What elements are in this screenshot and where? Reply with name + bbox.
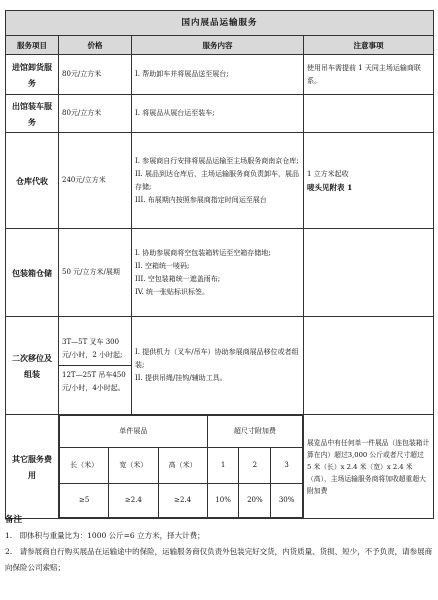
service-content [132,133,304,229]
fee-2: 20% [239,484,271,518]
level-2: 2 [239,448,271,484]
dim-width: 宽（米） [109,448,158,484]
header-notes: 注意事项 [304,36,434,55]
service-name: 进馆卸货服务 [6,55,59,95]
content-line: IV. 统一张贴标识标签。 [135,287,210,296]
service-content: I. 帮助卸车并将展品送至展台; [132,55,304,95]
note-2: 2. 请参展商自行购买展品在运输途中的保险，运输服务商仅负责外包装完好交货，内货质量、货损、短少，不予负责，请参展商向保险公司索赔； [5,547,433,572]
notes-heading: 备注 [5,515,23,525]
header-content: 服务内容 [132,36,304,55]
content-line: II. 展品到达仓库后，主场运输服务商负责卸车，展品存储; [135,169,299,191]
level-1: 1 [207,448,239,484]
oversize-table-cell [59,415,304,519]
dim-height: 高（米） [158,448,207,484]
service-name: 其它服务费用 [6,415,59,519]
content-line: II. 空箱统一唛码; [135,261,190,270]
footer-notes [5,512,433,576]
service-table [5,10,434,519]
service-name: 出馆装车服务 [6,95,59,133]
note-bold: 唛头见附表 1 [307,182,353,192]
single-piece-header: 单件展品 [60,416,208,448]
service-content: I. 将展品从展台运至装车; [132,95,304,133]
service-note: 展览品中有任何单一件展品（连包装箱计算在内）超过3,000 公斤或者尺寸超过 5 米（长）x 2.4 米（宽）x 2.4 米（高），主场运输服务商将加收超重超大附加费 [304,415,434,519]
fee-1: 10% [207,484,239,518]
price-crane: 12T—25T 吊车450 元/小时，4小时起。 [62,371,126,392]
table-row [6,95,434,133]
service-name: 仓库代收 [6,133,59,229]
oversize-table [59,415,303,518]
level-3: 3 [271,448,303,484]
fee-3: 30% [271,484,303,518]
table-title: 国内展品运输服务 [6,11,434,36]
note-line: 1 立方米起收 [307,169,349,178]
limit-height: ≥2.4 [158,484,207,518]
header-price: 价格 [59,36,132,55]
oversize-fee-header: 超尺寸附加费 [207,416,302,448]
dim-length: 长（米） [60,448,109,484]
service-price: 240元/立方米 [59,133,132,229]
table-row [6,415,434,519]
content-line: I. 协助参展商将空包装箱转运至空箱存储地; [135,248,271,257]
table-row [6,133,434,229]
table-row [6,229,434,317]
content-line: II. 提供吊绳/挂钩/辅助工具。 [135,374,227,382]
content-line: I. 提供机力（叉车/吊车）协助参展商展品移位或者组装; [135,348,299,369]
service-price: 50 元/立方米/展期 [59,229,132,317]
service-price: 80元/立方米 [59,55,132,95]
service-note: 使用吊车需提前 1 天同主场运输商联系。 [304,55,434,95]
limit-length: ≥5 [60,484,109,518]
service-content [132,229,304,317]
service-price: 80元/立方米 [59,95,132,133]
header-item: 服务项目 [6,36,59,55]
table-row [6,317,434,415]
content-line: III. 布展期内按照参展商指定时间运至展台 [135,195,267,204]
service-content [132,317,304,415]
content-line: III. 空包装箱统一遮盖雨布; [135,274,221,283]
service-name: 包装箱仓储 [6,229,59,317]
price-forklift: 3T—5T 叉车 300元/小时，2 小时起; [59,333,131,366]
table-row [6,55,434,95]
service-name: 二次移位及组装 [6,317,59,415]
service-note [304,133,434,229]
limit-width: ≥2.4 [109,484,158,518]
note-1: 1. 即体积与重量比为：1000 公斤=6 立方米，择大计费； [5,531,205,540]
content-line: I. 参展商自行安排将展品运输至主场服务商南京仓库; [135,156,299,165]
service-price [59,317,132,415]
